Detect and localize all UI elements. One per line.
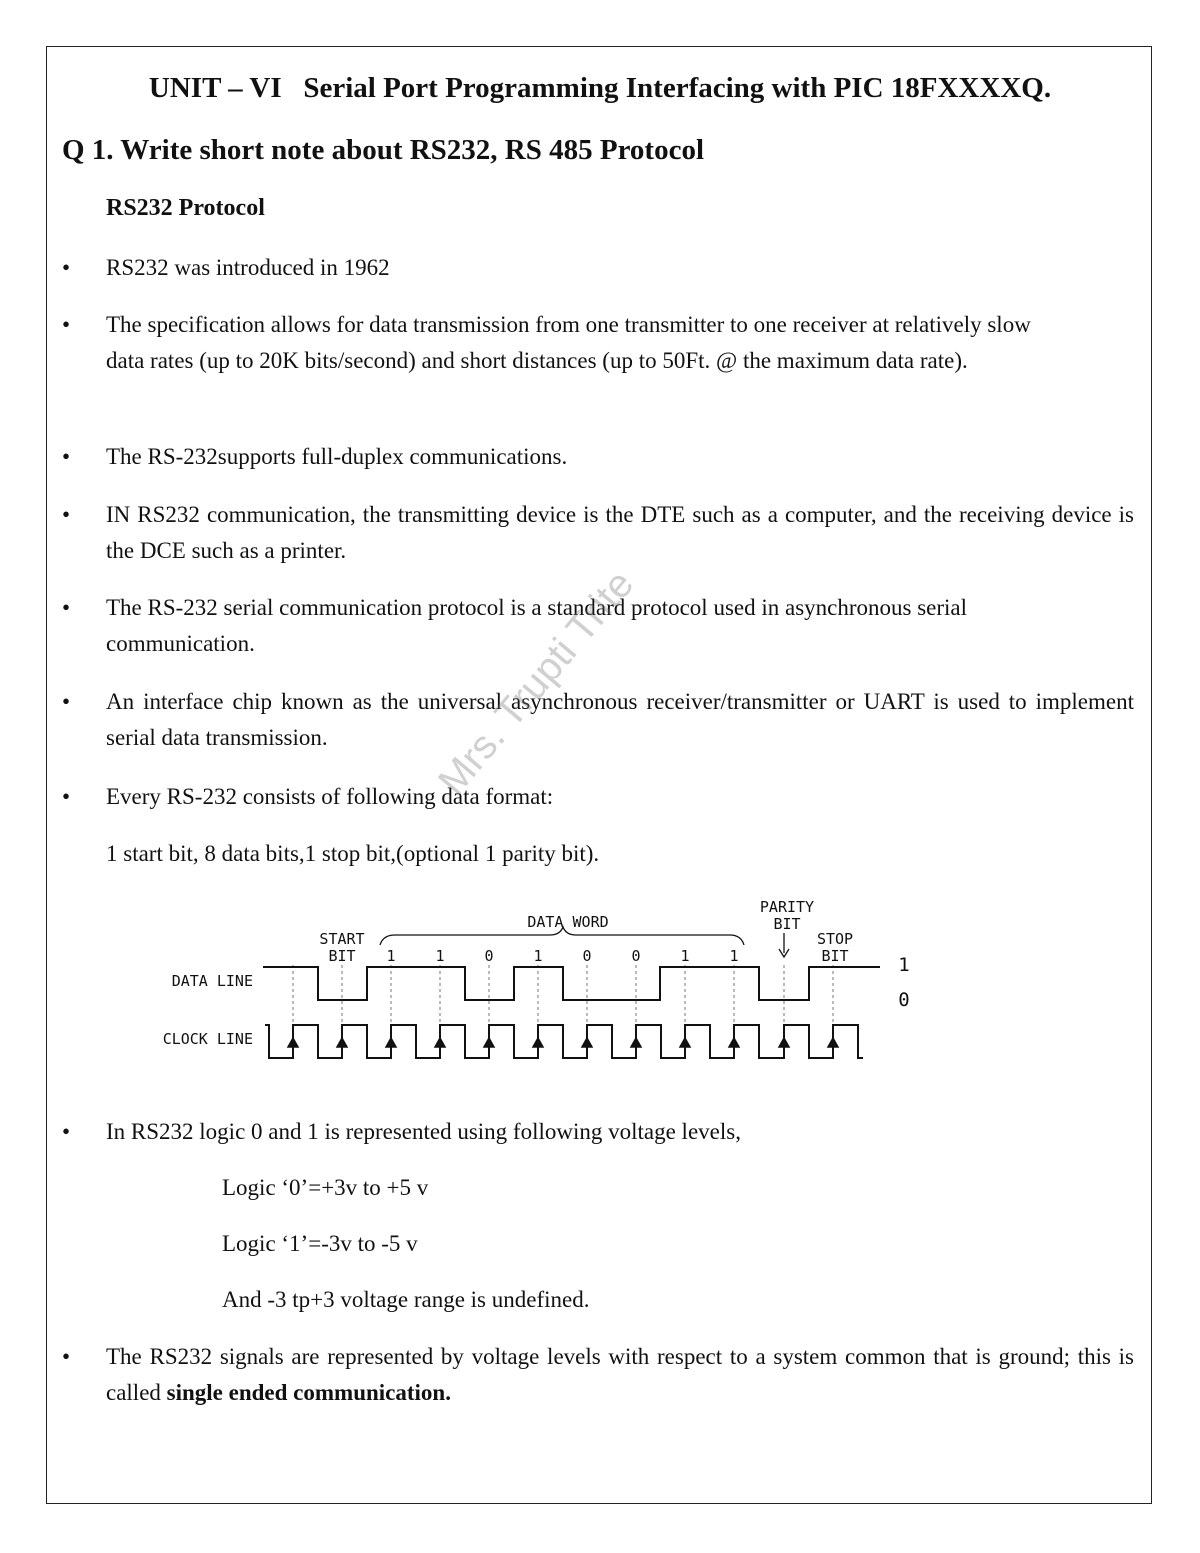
data-word-label: DATA WORD [527, 913, 609, 931]
parity-label-bit: BIT [773, 915, 801, 933]
bullet-dot: • [62, 255, 71, 280]
bullet-item [62, 779, 1134, 815]
bullet-text: An interface chip known as the universal asynchronous receiver/transmitter or UART is used to implement serial data transmission. [106, 689, 1134, 750]
up-arrow-icon [729, 1038, 739, 1047]
clock-line-waveform [265, 1025, 863, 1058]
logic-zero-line: Logic ‘0’=+3v to +5 v [222, 1175, 429, 1200]
up-arrow-icon [533, 1038, 543, 1047]
up-arrow-icon [288, 1038, 298, 1047]
bullet-item [62, 307, 1134, 379]
up-arrow-icon [779, 1038, 789, 1047]
bullet-text: The specification allows for data transmission from one transmitter to one receiver at relatively slow data rates (up to 20K bits/second) and short distances (up to 50Ft. @ the maximum data rate). [106, 312, 1031, 373]
stop-label-bit: BIT [821, 947, 849, 965]
up-arrow-icon [680, 1038, 690, 1047]
bullet-dot: • [62, 784, 71, 809]
level-low-label: 0 [898, 989, 910, 1011]
bullet-item [62, 250, 1134, 286]
section-heading: RS232 Protocol [106, 195, 265, 221]
bullet-text [106, 1339, 1134, 1411]
watermark: Mrs. Trupti Trite [430, 562, 643, 804]
bullet-item [62, 1114, 1134, 1150]
start-label: START [319, 930, 365, 948]
bullet-dot: • [62, 312, 71, 337]
clock-line-label: CLOCK LINE [162, 1030, 253, 1048]
bullet-dot: • [62, 502, 71, 527]
bullet-dot: • [62, 1119, 71, 1144]
up-arrow-icon [631, 1038, 641, 1047]
data-bit-label: 1 [533, 947, 543, 965]
data-bit-label: 1 [435, 947, 445, 965]
up-arrow-icon [582, 1038, 592, 1047]
data-format-line: 1 start bit, 8 data bits,1 stop bit,(optional 1 parity bit). [106, 841, 600, 866]
data-bit-label: 0 [484, 947, 494, 965]
bullet-item [62, 439, 1134, 475]
up-arrow-icon [337, 1038, 347, 1047]
question-heading: Q 1. Write short note about RS232, RS 485 Protocol [62, 134, 705, 166]
bullet-dot: • [62, 444, 71, 469]
start-label-bit: BIT [328, 947, 356, 965]
logic-one-line: Logic ‘1’=-3v to -5 v [222, 1231, 418, 1256]
bullet-dot: • [62, 1344, 71, 1369]
bullet-text: Every RS-232 consists of following data format: [106, 784, 554, 809]
bullet-item [62, 497, 1134, 569]
bullet-text: The RS-232supports full-duplex communications. [106, 444, 568, 469]
up-arrow-icon [435, 1038, 445, 1047]
up-arrow-icon [828, 1038, 838, 1047]
bullet-item [62, 1339, 1134, 1411]
stop-label: STOP [816, 930, 854, 948]
level-high-label: 1 [898, 954, 910, 976]
undefined-range-line: And -3 tp+3 voltage range is undefined. [222, 1287, 590, 1312]
bullet-text: In RS232 logic 0 and 1 is represented using following voltage levels, [106, 1119, 741, 1144]
data-bit-label: 0 [582, 947, 592, 965]
data-bit-label: 0 [631, 947, 641, 965]
data-bit-label: 1 [386, 947, 396, 965]
up-arrow-icon [386, 1038, 396, 1047]
bullet-text: The RS-232 serial communication protocol is a standard protocol used in asynchronous serial communication. [106, 595, 968, 656]
bullet-text: IN RS232 communication, the transmitting device is the DTE such as a computer, and the receiving device is the DCE such as a printer. [106, 502, 1134, 563]
data-line-waveform [263, 967, 880, 1000]
parity-label: PARITY [759, 898, 815, 916]
bullet-item [62, 684, 1134, 756]
up-arrow-icon [484, 1038, 494, 1047]
bullet-dot: • [62, 689, 71, 714]
unit-title: UNIT – VI Serial Port Programming Interfacing with PIC 18FXXXXQ. [148, 72, 1052, 104]
bullet-dot: • [62, 595, 71, 620]
data-bit-label: 1 [680, 947, 690, 965]
data-line-label: DATA LINE [171, 972, 253, 990]
bullet-text: RS232 was introduced in 1962 [106, 255, 390, 280]
bullet-text-plain: The RS232 signals are represented by voltage levels with respect to a system common that is ground; this is called [106, 1344, 1134, 1405]
rs232-timing-diagram [120, 895, 920, 1070]
bullet-text-bold: single ended communication. [166, 1380, 451, 1405]
data-bit-label: 1 [729, 947, 739, 965]
